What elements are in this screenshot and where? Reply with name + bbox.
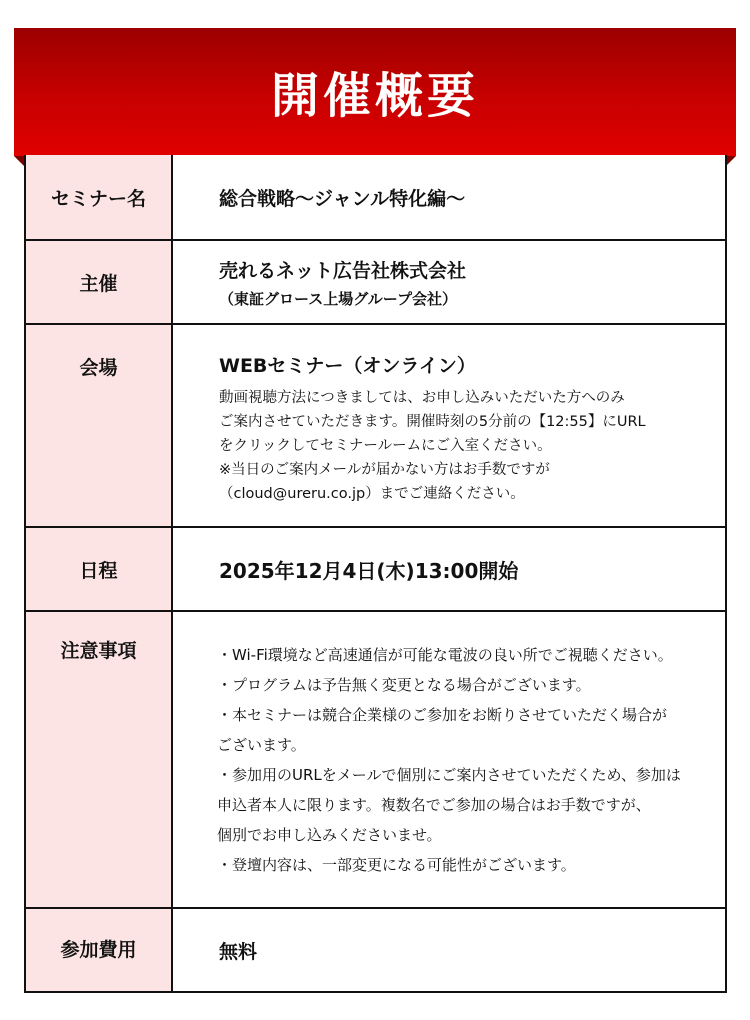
venue-line: 動画視聴方法につきましては、お申し込みいただいた方へのみ	[219, 390, 625, 406]
label-fee: 参加費用	[26, 909, 173, 991]
header-banner	[14, 28, 736, 156]
value-seminar-name	[173, 155, 725, 239]
notes-list	[217, 640, 725, 880]
value-venue	[173, 325, 725, 526]
overview-table	[24, 155, 727, 993]
label-host: 主催	[26, 241, 173, 323]
value-fee	[173, 909, 725, 991]
note-item: ・本セミナーは競合企業様のご参加をお断りさせていただく場合が	[217, 705, 668, 724]
venue-name: WEBセミナー（オンライン）	[219, 355, 476, 377]
row-fee	[26, 907, 725, 991]
label-date: 日程	[26, 528, 173, 610]
row-host	[26, 239, 725, 323]
venue-description	[219, 386, 725, 506]
page-title: 開催概要	[270, 67, 479, 124]
venue-line: ※当日のご案内メールが届かない方はお手数ですが	[219, 462, 550, 478]
event-date: 2025年12月4日(木)13:00開始	[219, 558, 519, 583]
label-notes: 注意事項	[26, 612, 173, 907]
note-continuation: 個別でお申し込みくださいませ。	[217, 825, 442, 844]
row-date	[26, 526, 725, 610]
banner-fold-left	[14, 156, 24, 166]
note-item: ・Wi-Fi環境など高速通信が可能な電波の良い所でご視聴ください。	[217, 645, 673, 664]
note-item: ・プログラムは予告無く変更となる場合がございます。	[217, 675, 591, 694]
note-item: ・登壇内容は、一部変更になる可能性がございます。	[217, 855, 576, 874]
value-date	[173, 528, 725, 610]
row-seminar-name	[26, 155, 725, 239]
label-seminar-name: セミナー名	[26, 155, 173, 239]
seminar-name: 総合戦略～ジャンル特化編～	[219, 187, 466, 210]
note-continuation: 申込者本人に限ります。複数名でご参加の場合はお手数ですが、	[217, 795, 651, 814]
fee-value: 無料	[219, 940, 258, 963]
venue-line: ご案内させていただきます。開催時刻の5分前の【12:55】にURL	[219, 414, 646, 430]
venue-line: （cloud@ureru.co.jp）までご連絡ください。	[219, 486, 525, 502]
value-host	[173, 241, 725, 323]
label-venue: 会場	[26, 325, 173, 526]
row-venue	[26, 323, 725, 526]
host-sub: （東証グロース上場グループ会社）	[219, 289, 458, 308]
row-notes	[26, 610, 725, 907]
host-name: 売れるネット広告社株式会社	[219, 259, 467, 282]
venue-line: をクリックしてセミナールームにご入室ください。	[219, 438, 552, 454]
banner-fold-right	[726, 156, 736, 166]
value-notes	[173, 612, 725, 907]
note-item: ・参加用のURLをメールで個別にご案内させていただくため、参加は	[217, 765, 681, 784]
note-continuation: ございます。	[217, 735, 306, 754]
